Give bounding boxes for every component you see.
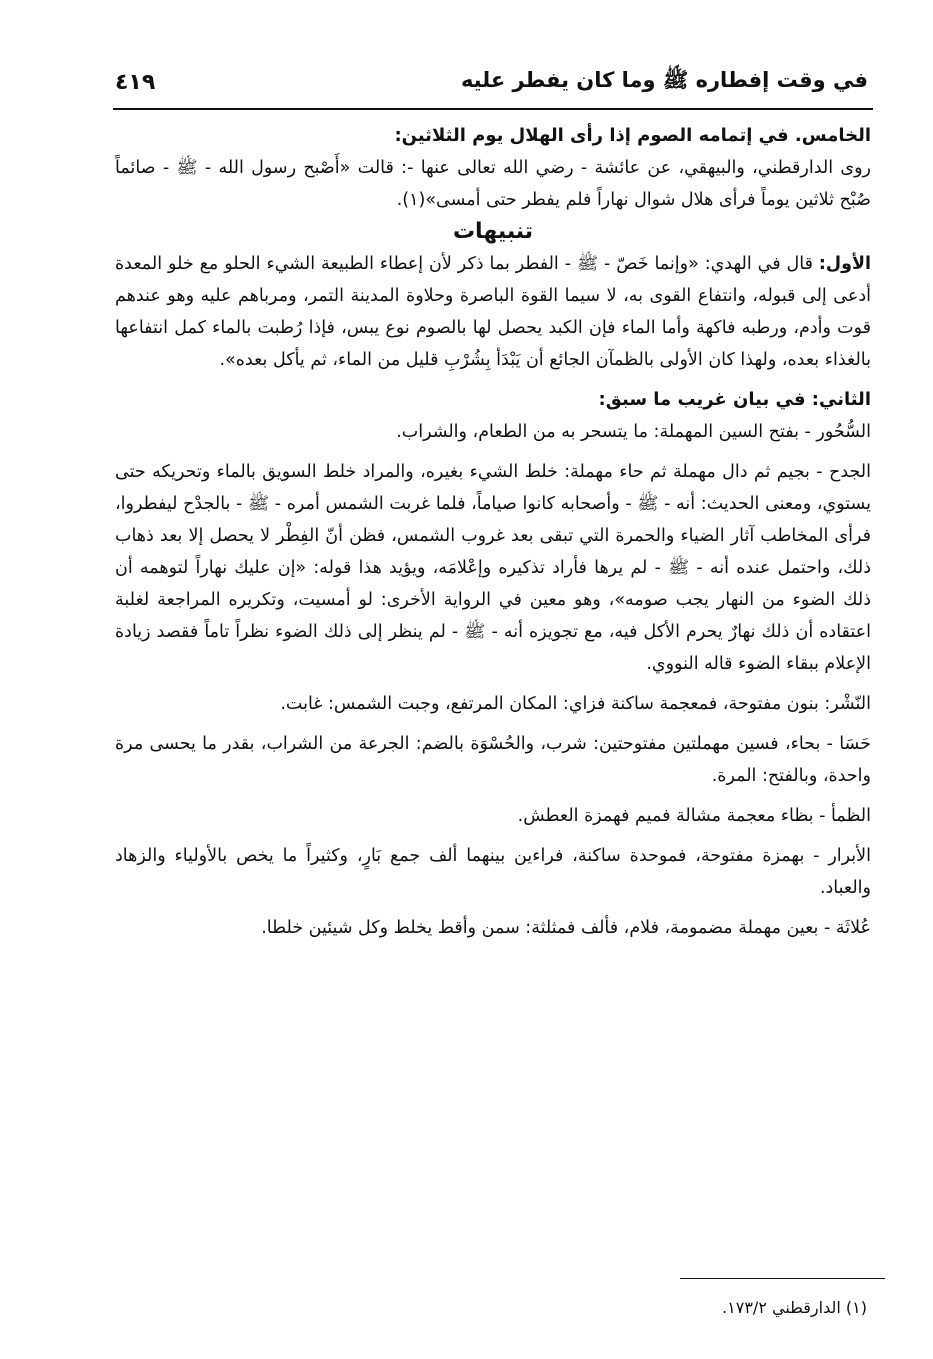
- glossary-entry-ulatha: عُلاثَة - بعين مهملة مضمومة، فلام، فألف فمثلثة: سمن وأقط يخلط وكل شيئين خلطا.: [261, 918, 871, 938]
- glossary-entry-jadh: الجدح - بجيم ثم دال مهملة ثم حاء مهملة: خلط الشيء بغيره، والمراد خلط السويق بالماء وتحريكه حتى يستوي، ومعنى الحديث: أنه - ﷺ - وأصحابه كانوا صياماً، فلما غربت الشمس أمره - ﷺ - بالجدْح ليفطروا، فرأى المخاطب آثار الضياء والحمرة التي تبقى بعد غروب الشمس، فظن أنّ الفِطْر لا يحصل إلا بعد ذهاب ذلك، واحتمل عنده أنه - ﷺ - لم يرها فأراد تذكيره وإعْلامَه، ويؤيد هذا قوله: «إن عليك نهاراً لتوهمه أن ذلك الضوء من النهار يجب صومه»، وهو معين في الرواية الأخرى: لو أمسيت، وتكريره المراجعة لغلبة اعتقاده أن ذلك نهارٌ يحرم الأكل فيه، مع تجويزه أنه - ﷺ - لم ينظر إلى ذلك الضوء نظراً تاماً فقصد زيادة الإعلام ببقاء الضوء قاله النووي.: [115, 462, 871, 674]
- text-first: قال في الهدي: «وإنما خَصّ - ﷺ - الفطر بما ذكر لأن إعطاء الطبيعة الشيء الحلو مع خلو المعدة أدعى إلى قبوله، وانتفاع القوى به، لا سيما القوة الباصرة وحلاوة المدينة التمر، ومرباهم عليه وهو عندهم قوت وأدم، ورطبه فاكهة وأما الماء فإن الكبد يحصل لها بالصوم نوع يبس، فإذا رُطبت بالماء كمل انتفاعها بالغذاء بعده، ولهذا كان الأولى بالظمآن الجائع أن يَبْدَأ بِشُرْبِ قليل من الماء، ثم يأكل بعده».: [115, 254, 871, 370]
- label-first: الأول:: [818, 254, 871, 274]
- glossary-entry-abrar: الأبرار - بهمزة مفتوحة، فموحدة ساكنة، فراءين بينهما ألف جمع بَارٍ، وكثيراً ما يخص بالأولياء والزهاد والعباد.: [115, 846, 871, 898]
- paragraph-fifth: روى الدارقطني، والبيهقي، عن عائشة - رضي الله تعالى عنها -: قالت «أَصْبح رسول الله - ﷺ - صائماً صُبْح ثلاثين يوماً فرأى هلال شوال نهاراً فلم يفطر حتى أمسى»(١).: [115, 158, 871, 210]
- glossary-entry-hasa: حَسَا - بحاء، فسين مهملتين مفتوحتين: شرب، والحُسْوَة بالضم: الجرعة من الشراب، بقدر ما يحسى مرة واحدة، وبالفتح: المرة.: [115, 734, 871, 786]
- page-number: ٤١٩: [115, 69, 156, 95]
- paragraph-first: [115, 248, 871, 376]
- footnote: (١) الدارقطني ١٧٣/٢.: [722, 1298, 867, 1317]
- running-title: في وقت إفطاره ﷺ وما كان يفطر عليه: [460, 67, 868, 92]
- section-heading-fifth: الخامس. في إتمامه الصوم إذا رأى الهلال يوم الثلاثين:: [394, 125, 871, 146]
- page-body: [115, 120, 871, 944]
- glossary-entry-zama: الظمأ - بظاء معجمة مشالة فميم فهمزة العطش.: [517, 806, 871, 826]
- footnote-rule: [680, 1278, 885, 1279]
- notes-title: تنبيهات: [452, 219, 534, 244]
- page-header: [115, 62, 868, 102]
- section-heading-second: الثاني: في بيان غريب ما سبق:: [598, 389, 871, 410]
- header-rule: [113, 108, 873, 110]
- glossary-entry-nashr: النّشْر: بنون مفتوحة، فمعجمة ساكنة فزاي: المكان المرتفع، وجبت الشمس: غابت.: [280, 694, 871, 714]
- glossary-entry-suhur: السُّحُور - بفتح السين المهملة: ما يتسحر به من الطعام، والشراب.: [396, 422, 871, 442]
